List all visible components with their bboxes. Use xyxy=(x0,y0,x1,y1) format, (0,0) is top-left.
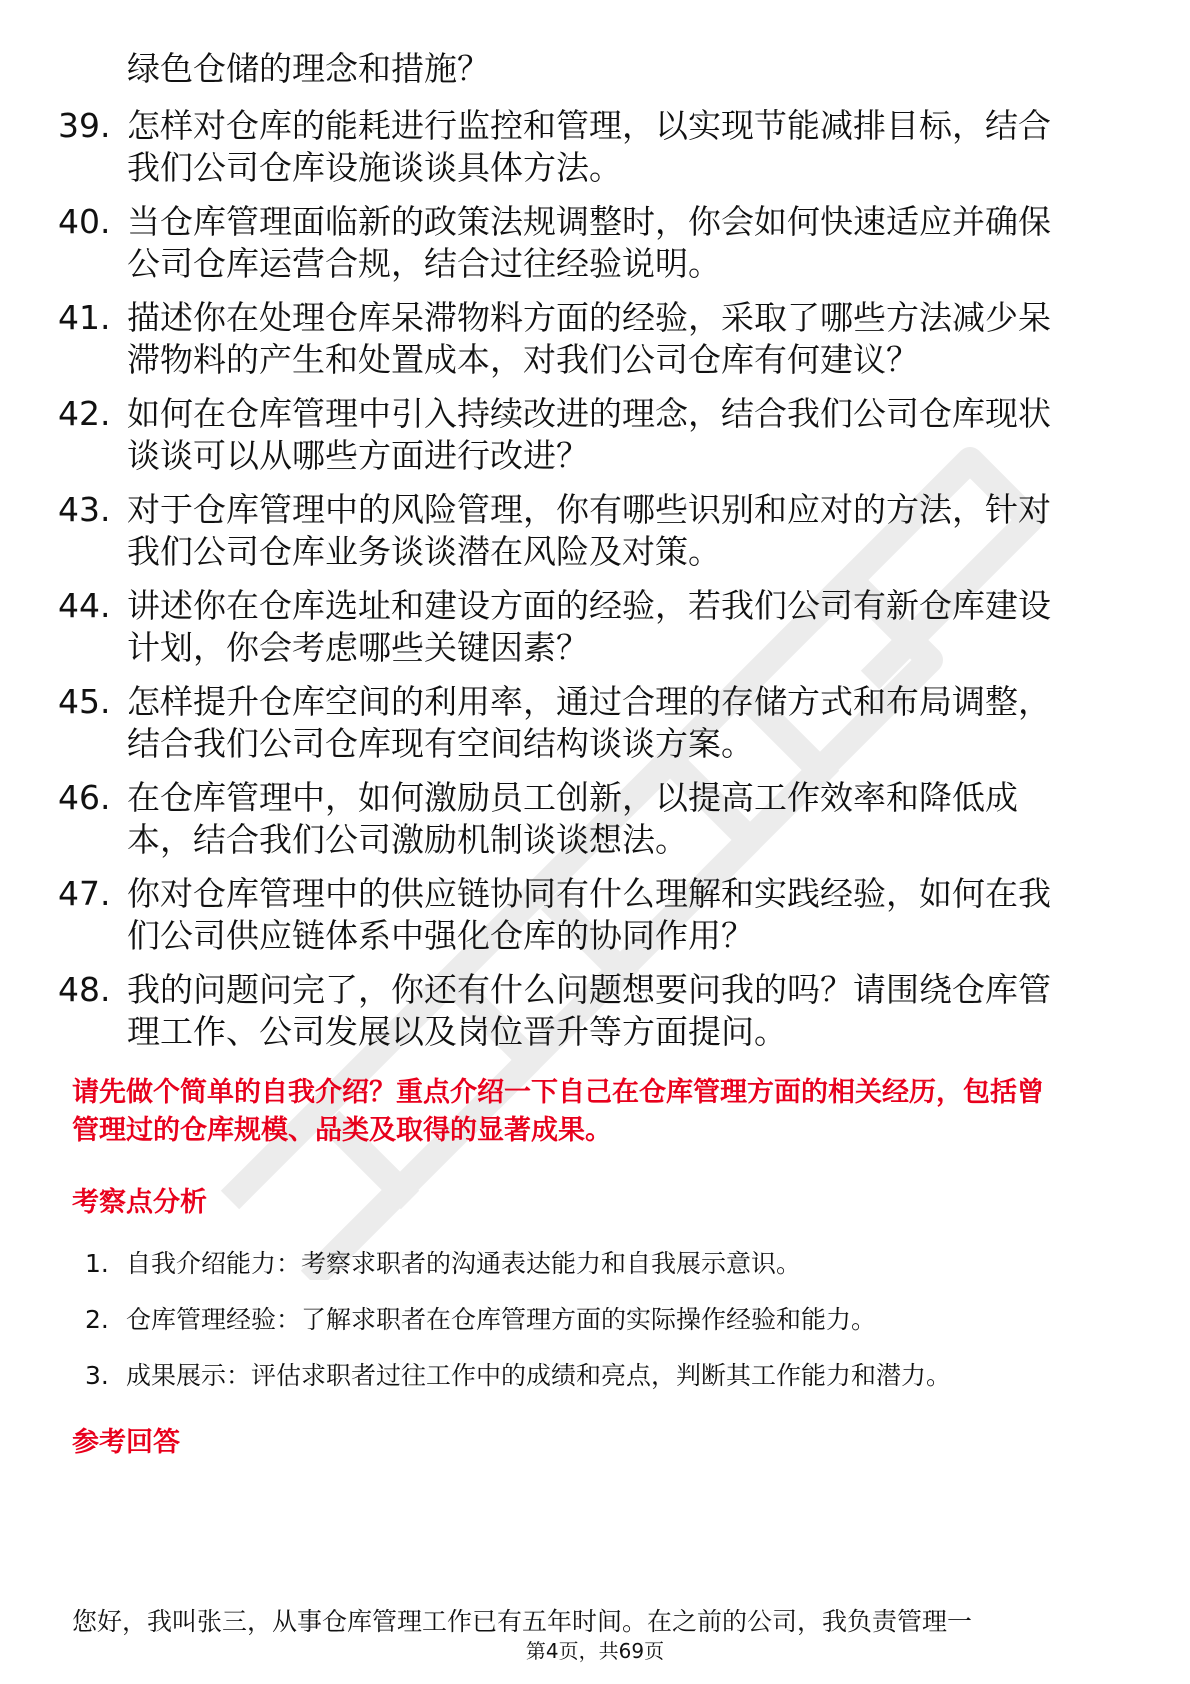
page-footer: 第4页，共69页 xyxy=(525,1639,665,1663)
question-text-line: 理工作、公司发展以及岗位晋升等方面提问。 xyxy=(127,1012,787,1051)
question-text-line: 谈谈可以从哪些方面进行改进？ xyxy=(127,436,589,475)
question-text-line: 讲述你在仓库选址和建设方面的经验，若我们公司有新仓库建设 xyxy=(127,586,1051,625)
question-text-line: 滞物料的产生和处置成本，对我们公司仓库有何建议？ xyxy=(127,340,919,379)
analysis-heading: 考察点分析 xyxy=(72,1187,207,1218)
question-text-line: 怎样对仓库的能耗进行监控和管理，以实现节能减排目标，结合 xyxy=(127,106,1051,145)
question-number: 40. xyxy=(58,202,111,241)
question-number: 45. xyxy=(58,682,111,721)
question-number: 47. xyxy=(58,874,111,913)
analysis-item-number: 1. xyxy=(85,1249,109,1278)
question-text-line: 们公司供应链体系中强化仓库的协同作用？ xyxy=(127,916,754,955)
highlight-question xyxy=(72,1074,1132,1150)
question-text-line: 如何在仓库管理中引入持续改进的理念，结合我们公司仓库现状 xyxy=(127,394,1051,433)
question-text-line: 公司仓库运营合规，结合过往经验说明。 xyxy=(127,244,721,283)
analysis-item-number: 2. xyxy=(85,1305,109,1334)
question-text-line: 我们公司仓库业务谈谈潜在风险及对策。 xyxy=(127,532,721,571)
question-text-line: 我们公司仓库设施谈谈具体方法。 xyxy=(127,148,622,187)
question-text-line: 在仓库管理中，如何激励员工创新，以提高工作效率和降低成 xyxy=(127,778,1018,817)
analysis-item-text: 成果展示：评估求职者过往工作中的成绩和亮点，判断其工作能力和潜力。 xyxy=(126,1361,952,1390)
analysis-item-text: 仓库管理经验：了解求职者在仓库管理方面的实际操作经验和能力。 xyxy=(126,1305,877,1334)
question-text-line: 结合我们公司仓库现有空间结构谈谈方案。 xyxy=(127,724,754,763)
question-number: 43. xyxy=(58,490,111,529)
highlight-question-line: 请先做个简单的自我介绍？重点介绍一下自己在仓库管理方面的相关经历，包括曾 xyxy=(72,1077,1044,1108)
reference-answer-text: 您好，我叫张三，从事仓库管理工作已有五年时间。在之前的公司，我负责管理一 xyxy=(72,1607,973,1636)
question-number: 48. xyxy=(58,970,111,1009)
question-text-line: 计划，你会考虑哪些关键因素？ xyxy=(127,628,589,667)
question-number: 46. xyxy=(58,778,111,817)
question-text-line: 对于仓库管理中的风险管理，你有哪些识别和应对的方法，针对 xyxy=(127,490,1051,529)
reference-heading: 参考回答 xyxy=(72,1427,180,1458)
question-number: 39. xyxy=(58,106,111,145)
question-number: 41. xyxy=(58,298,111,337)
question-text-line: 怎样提升仓库空间的利用率，通过合理的存储方式和布局调整， xyxy=(127,682,1051,721)
analysis-item-number: 3. xyxy=(85,1361,109,1390)
question-text-line: 你对仓库管理中的供应链协同有什么理解和实践经验，如何在我 xyxy=(127,874,1051,913)
question-text-line: 当仓库管理面临新的政策法规调整时，你会如何快速适应并确保 xyxy=(127,202,1051,241)
question-number: 44. xyxy=(58,586,111,625)
question-text-line: 本，结合我们公司激励机制谈谈想法。 xyxy=(127,820,688,859)
question-number: 42. xyxy=(58,394,111,433)
analysis-item-text: 自我介绍能力：考察求职者的沟通表达能力和自我展示意识。 xyxy=(126,1249,802,1278)
question-continuation-text: 绿色仓储的理念和措施？ xyxy=(127,49,490,88)
highlight-question-line: 管理过的仓库规模、品类及取得的显著成果。 xyxy=(72,1115,612,1146)
question-text-line: 描述你在处理仓库呆滞物料方面的经验，采取了哪些方法减少呆 xyxy=(127,298,1051,337)
question-text-line: 我的问题问完了，你还有什么问题想要问我的吗？请围绕仓库管 xyxy=(127,970,1051,1009)
